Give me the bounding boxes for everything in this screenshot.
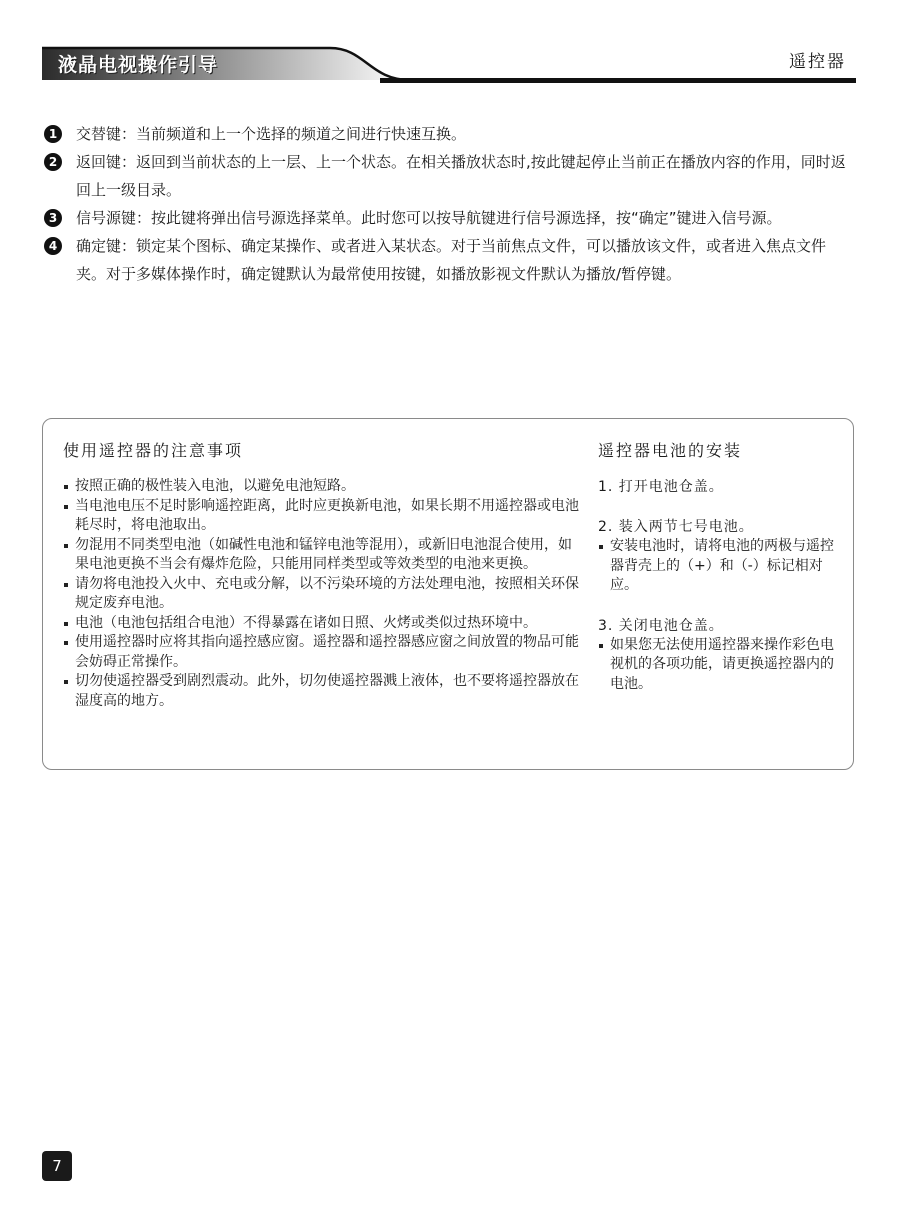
page-header xyxy=(0,0,898,90)
install-step-1: 1. 打开电池仓盖。 xyxy=(598,479,724,495)
usage-note: 电池（电池包括组合电池）不得暴露在诸如日照、火烤或类似过热环境中。 xyxy=(63,614,581,634)
install-step-2: 2. 装入两节七号电池。 xyxy=(598,519,754,535)
install-step-2-note: 安装电池时，请将电池的两极与遥控器背壳上的（+）和（-）标记相对应。 xyxy=(598,537,838,596)
usage-note: 使用遥控器时应将其指向遥控感应窗。遥控器和遥控器感应窗之间放置的物品可能会妨碍正常操作。 xyxy=(63,633,581,672)
battery-install-heading: 遥控器电池的安装 xyxy=(598,441,743,460)
number-badge: 3 xyxy=(44,209,62,227)
number-badge: 1 xyxy=(44,125,62,143)
notes-box xyxy=(42,418,854,770)
page-number: 7 xyxy=(42,1151,72,1181)
usage-note: 当电池电压不足时影响遥控距离，此时应更换新电池，如果长期不用遥控器或电池耗尽时，将电池取出。 xyxy=(63,497,581,536)
usage-note: 切勿使遥控器受到剧烈震动。此外，切勿使遥控器溅上液体，也不要将遥控器放在湿度高的地方。 xyxy=(63,672,581,711)
install-step-3-note: 如果您无法使用遥控器来操作彩色电视机的各项功能，请更换遥控器内的电池。 xyxy=(598,636,838,695)
list-item-text: 信号源键：按此键将弹出信号源选择菜单。此时您可以按导航键进行信号源选择，按“确定”键进入信号源。 xyxy=(76,209,782,227)
number-badge: 4 xyxy=(44,237,62,255)
number-badge: 2 xyxy=(44,153,62,171)
list-item xyxy=(42,204,854,232)
usage-note: 勿混用不同类型电池（如碱性电池和锰锌电池等混用），或新旧电池混合使用，如果电池更换不当会有爆炸危险，只能用同样类型或等效类型的电池来更换。 xyxy=(63,536,581,575)
list-item-text: 确定键：锁定某个图标、确定某操作、或者进入某状态。对于当前焦点文件，可以播放该文件，或者进入焦点文件夹。对于多媒体操作时，确定键默认为最常使用按键，如播放影视文件默认为播放/暂停键。 xyxy=(76,237,827,283)
list-item-text: 交替键：当前频道和上一个选择的频道之间进行快速互换。 xyxy=(76,125,467,143)
usage-notes-column xyxy=(63,439,581,711)
usage-notes-heading: 使用遥控器的注意事项 xyxy=(63,441,244,460)
list-item-text: 返回键：返回到当前状态的上一层、上一个状态。在相关播放状态时,按此键起停止当前正在播放内容的作用，同时返回上一级目录。 xyxy=(76,153,846,199)
document-title: 液晶电视操作引导 xyxy=(58,54,219,76)
list-item xyxy=(42,120,854,148)
usage-note: 请勿将电池投入火中、充电或分解，以不污染环境的方法处理电池，按照相关环保规定废弃电池。 xyxy=(63,575,581,614)
usage-note: 按照正确的极性装入电池，以避免电池短路。 xyxy=(63,477,581,497)
key-description-list xyxy=(42,120,854,288)
list-item xyxy=(42,232,854,288)
install-step-3: 3. 关闭电池仓盖。 xyxy=(598,617,724,634)
battery-install-column xyxy=(598,439,838,694)
list-item xyxy=(42,148,854,204)
section-title: 遥控器 xyxy=(789,52,846,72)
